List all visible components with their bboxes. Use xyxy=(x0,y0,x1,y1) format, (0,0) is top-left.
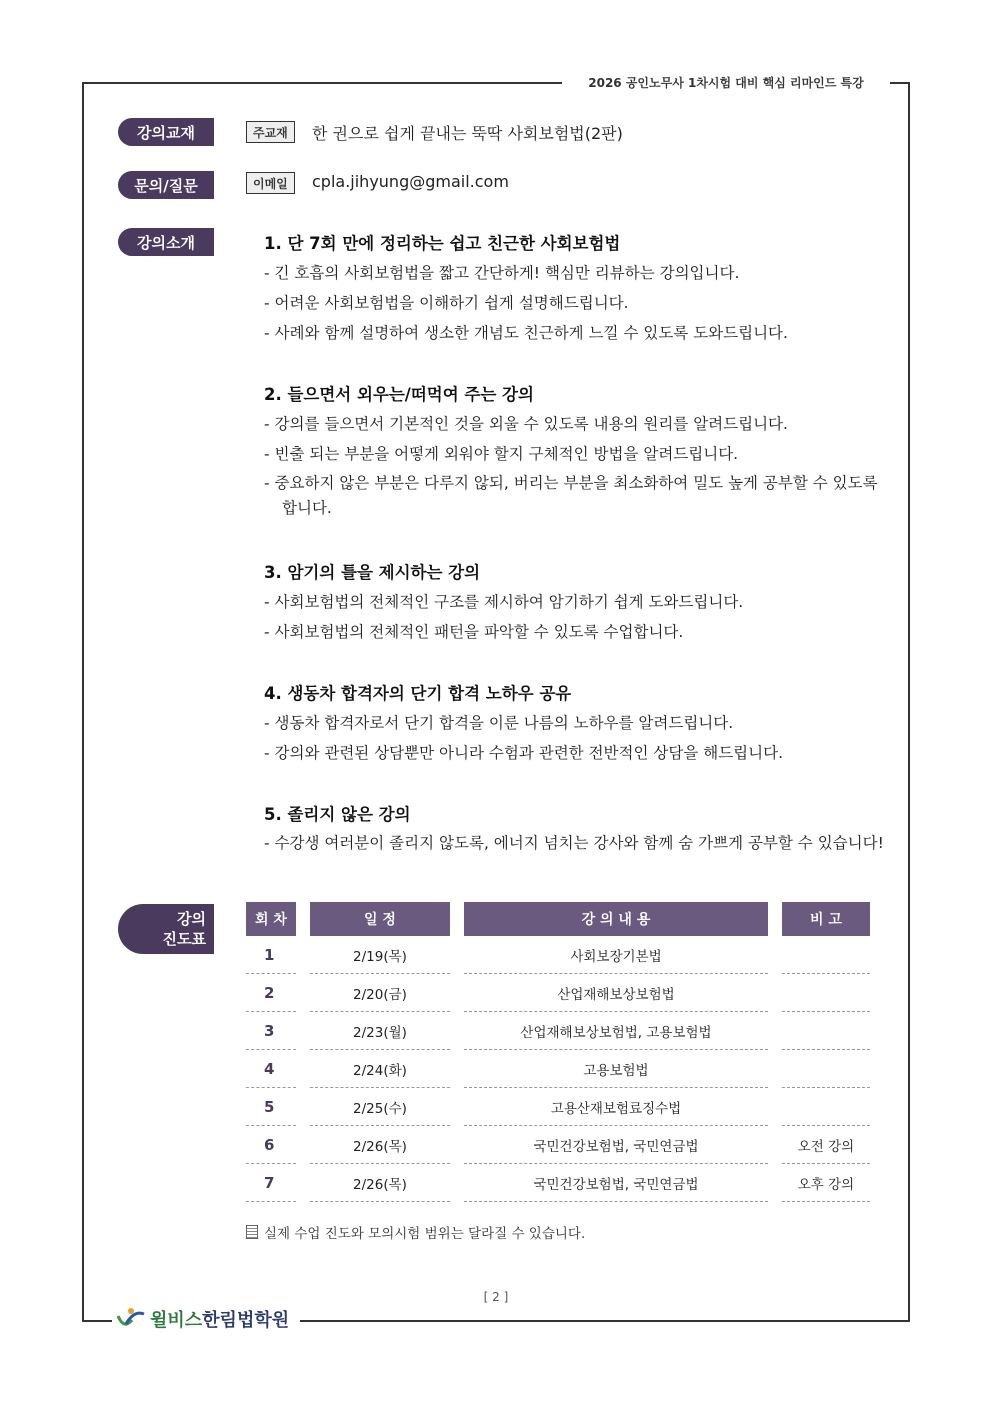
logo xyxy=(116,1306,289,1332)
memo-icon xyxy=(246,1225,258,1239)
frame-top-line-right xyxy=(890,82,910,84)
header-note: 비 고 xyxy=(782,902,870,936)
frame-left-line xyxy=(82,82,84,1322)
row-date: 2/26(목) xyxy=(310,1164,450,1202)
row-content: 사회보장기본법 xyxy=(464,936,768,974)
row-session: 4 xyxy=(246,1050,296,1088)
row-session: 5 xyxy=(246,1088,296,1126)
section-bullet: - 강의와 관련된 상담뿐만 아니라 수험과 관련한 전반적인 상담을 해드립니다. xyxy=(264,744,784,762)
textbook-value: 한 권으로 쉽게 끝내는 뚝딱 사회보험법(2판) xyxy=(312,124,623,143)
section-bullet: - 중요하지 않은 부분은 다루지 않되, 버리는 부분을 최소화하여 밀도 높게 공부할 수 있도록 합니다. xyxy=(264,474,878,517)
row-content: 산업재해보상보험법, 고용보험법 xyxy=(464,1012,768,1050)
schedule-note-text: 실제 수업 진도와 모의시험 범위는 달라질 수 있습니다. xyxy=(264,1226,586,1242)
page-number: [ 2 ] xyxy=(483,1290,509,1304)
frame-right-line xyxy=(908,82,910,1322)
row-date: 2/24(화) xyxy=(310,1050,450,1088)
row-date: 2/19(목) xyxy=(310,936,450,974)
row-content: 국민건강보험법, 국민연금법 xyxy=(464,1164,768,1202)
row-note xyxy=(782,1050,870,1088)
frame-bottom-line xyxy=(300,1320,910,1322)
header-content: 강 의 내 용 xyxy=(464,902,768,936)
table-row xyxy=(246,974,872,1012)
row-session: 2 xyxy=(246,974,296,1012)
table-row xyxy=(246,936,872,974)
schedule-pill xyxy=(118,904,214,954)
frame-bottom-line-left xyxy=(82,1320,112,1322)
section-bullet: - 사례와 함께 설명하여 생소한 개념도 친근하게 느낄 수 있도록 도와드립니다. xyxy=(264,324,788,342)
table-row xyxy=(246,1164,872,1202)
section-bullet: - 수강생 여러분이 졸리지 않도록, 에너지 넘치는 강사와 함께 숨 가쁘게 공부할 수 있습니다! xyxy=(264,834,884,852)
section-bullet: - 빈출 되는 부분을 어떻게 외워야 할지 구체적인 방법을 알려드립니다. xyxy=(264,445,739,463)
section-title: 2. 들으면서 외우는/떠먹여 주는 강의 xyxy=(264,385,534,404)
table-body xyxy=(246,936,872,1202)
section-bullet: - 긴 호흡의 사회보험법을 짧고 간단하게! 핵심만 리뷰하는 강의입니다. xyxy=(264,264,740,282)
table-header xyxy=(246,902,872,936)
section-title: 4. 생동차 합격자의 단기 합격 노하우 공유 xyxy=(264,684,572,703)
logo-text: 윌비스한림법학원 xyxy=(150,1310,290,1331)
row-date: 2/20(금) xyxy=(310,974,450,1012)
section-bullet: - 생동차 합격자로서 단기 합격을 이룬 나름의 노하우를 알려드립니다. xyxy=(264,714,734,732)
header-date: 일 정 xyxy=(310,902,450,936)
schedule-note xyxy=(246,1222,585,1242)
textbook-tag: 주교재 xyxy=(246,121,295,143)
table-row xyxy=(246,1088,872,1126)
frame-top-line xyxy=(82,82,562,84)
row-session: 1 xyxy=(246,936,296,974)
contact-pill: 문의/질문 xyxy=(118,171,214,199)
section-bullet: - 강의를 들으면서 기본적인 것을 외울 수 있도록 내용의 원리를 알려드립니다. xyxy=(264,415,788,433)
row-note: 오후 강의 xyxy=(782,1164,870,1202)
row-content: 국민건강보험법, 국민연금법 xyxy=(464,1126,768,1164)
logo-icon xyxy=(116,1306,146,1332)
header-title: 2026 공인노무사 1차시험 대비 핵심 리마인드 특강 xyxy=(588,76,864,90)
schedule-pill-line1: 강의 xyxy=(177,910,206,928)
row-session: 6 xyxy=(246,1126,296,1164)
section-title: 3. 암기의 틀을 제시하는 강의 xyxy=(264,563,481,582)
intro-section-5 xyxy=(264,801,884,860)
row-date: 2/23(월) xyxy=(310,1012,450,1050)
table-row xyxy=(246,1126,872,1164)
textbook-pill: 강의교재 xyxy=(118,118,214,146)
header-session: 회 차 xyxy=(246,902,296,936)
section-title: 5. 졸리지 않은 강의 xyxy=(264,805,411,824)
row-content: 고용보험법 xyxy=(464,1050,768,1088)
intro-section-2 xyxy=(264,381,884,525)
row-note: 오전 강의 xyxy=(782,1126,870,1164)
row-session: 7 xyxy=(246,1164,296,1202)
contact-email[interactable]: cpla.jihyung@gmail.com xyxy=(312,172,509,191)
schedule-pill-line2: 진도표 xyxy=(162,930,206,948)
intro-pill: 강의소개 xyxy=(118,228,214,256)
intro-section-1 xyxy=(264,230,884,350)
row-date: 2/25(수) xyxy=(310,1088,450,1126)
intro-section-4 xyxy=(264,680,884,770)
row-date: 2/26(목) xyxy=(310,1126,450,1164)
row-note xyxy=(782,1088,870,1126)
row-note xyxy=(782,1012,870,1050)
table-row xyxy=(246,1012,872,1050)
intro-section-3 xyxy=(264,559,884,649)
section-bullet: - 사회보험법의 전체적인 구조를 제시하여 암기하기 쉽게 도와드립니다. xyxy=(264,593,744,611)
row-content: 산업재해보상보험법 xyxy=(464,974,768,1012)
row-content: 고용산재보험료징수법 xyxy=(464,1088,768,1126)
row-note xyxy=(782,974,870,1012)
section-bullet: - 사회보험법의 전체적인 패턴을 파악할 수 있도록 수업합니다. xyxy=(264,623,684,641)
section-bullet: - 어려운 사회보험법을 이해하기 쉽게 설명해드립니다. xyxy=(264,294,629,312)
section-title: 1. 단 7회 만에 정리하는 쉽고 친근한 사회보험법 xyxy=(264,234,621,253)
schedule-table xyxy=(246,902,872,1202)
row-session: 3 xyxy=(246,1012,296,1050)
row-note xyxy=(782,936,870,974)
table-row xyxy=(246,1050,872,1088)
contact-tag: 이메일 xyxy=(246,172,295,194)
